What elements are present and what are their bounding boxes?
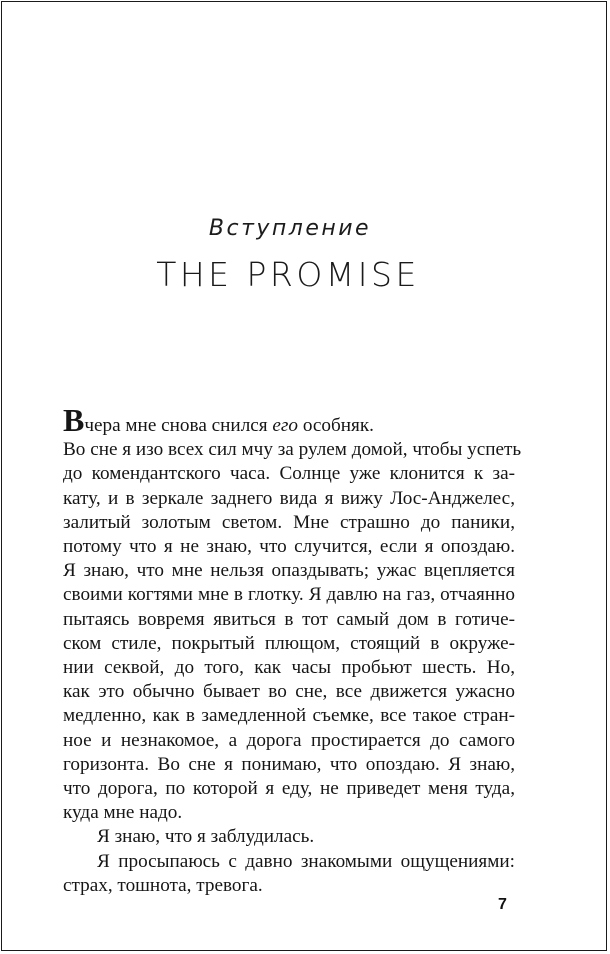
text-line: пытаясь вовремя явиться в тот самый дом в готиче- [63,608,515,630]
paragraph-2 [63,438,522,825]
paragraph-1 [63,402,515,438]
text-line: страх, тошнота, тревога. [63,874,263,896]
chapter-title: THE PROMISE [156,255,420,294]
text-line: куда мне надо. [63,802,183,824]
text-line: как это обычно бывает во сне, все движется ужасно [63,681,515,703]
paragraph-4 [63,850,515,898]
text-line: нии секвой, до того, как часы пробьют шесть. Но, [63,657,515,679]
text-line: Во сне я изо всех сил мчу за рулем домой, чтобы успеть [63,439,522,461]
text-line: кату, и в зеркале заднего вида я вижу Лос-Анджелес, [63,487,515,509]
text-line: Я знаю, что я заблудилась. [97,826,315,848]
text-line: своими когтями мне в глотку. Я давлю на газ, отчаянно [63,584,515,606]
text-line: ском стиле, покрытый плющом, стоящий в окруже- [63,632,515,654]
italic-emphasis: его [272,415,299,436]
text-segment: чера мне снова снился [84,415,273,436]
chapter-label: Вступление [208,216,372,241]
text-line: потому что я не знаю, что случится, если я опоздаю. [63,536,515,558]
text-line: ное и незнакомое, а дорога простирается до самого [63,729,515,751]
text-line: Я знаю, что мне нельзя опаздывать; ужас вцепляется [63,560,515,582]
text-line: медленно, как в замедленной съемке, все такое стран- [63,705,515,727]
text-segment: особняк. [298,415,374,436]
text-line: что дорога, по которой я еду, не приведет меня туда, [63,778,515,800]
paragraph-3 [63,825,515,849]
page-number: 7 [498,896,507,913]
text-line: до комендантского часа. Солнце уже клонится к за- [63,463,515,485]
text-line [63,402,515,438]
drop-cap: В [63,402,85,438]
body-text [63,402,522,898]
text-line: Я просыпаюсь с давно знакомыми ощущениями: [97,850,515,872]
text-line: залитый золотым светом. Мне страшно до паники, [63,511,515,533]
text-line: горизонта. Во сне я понимаю, что опоздаю. Я знаю, [63,753,515,775]
